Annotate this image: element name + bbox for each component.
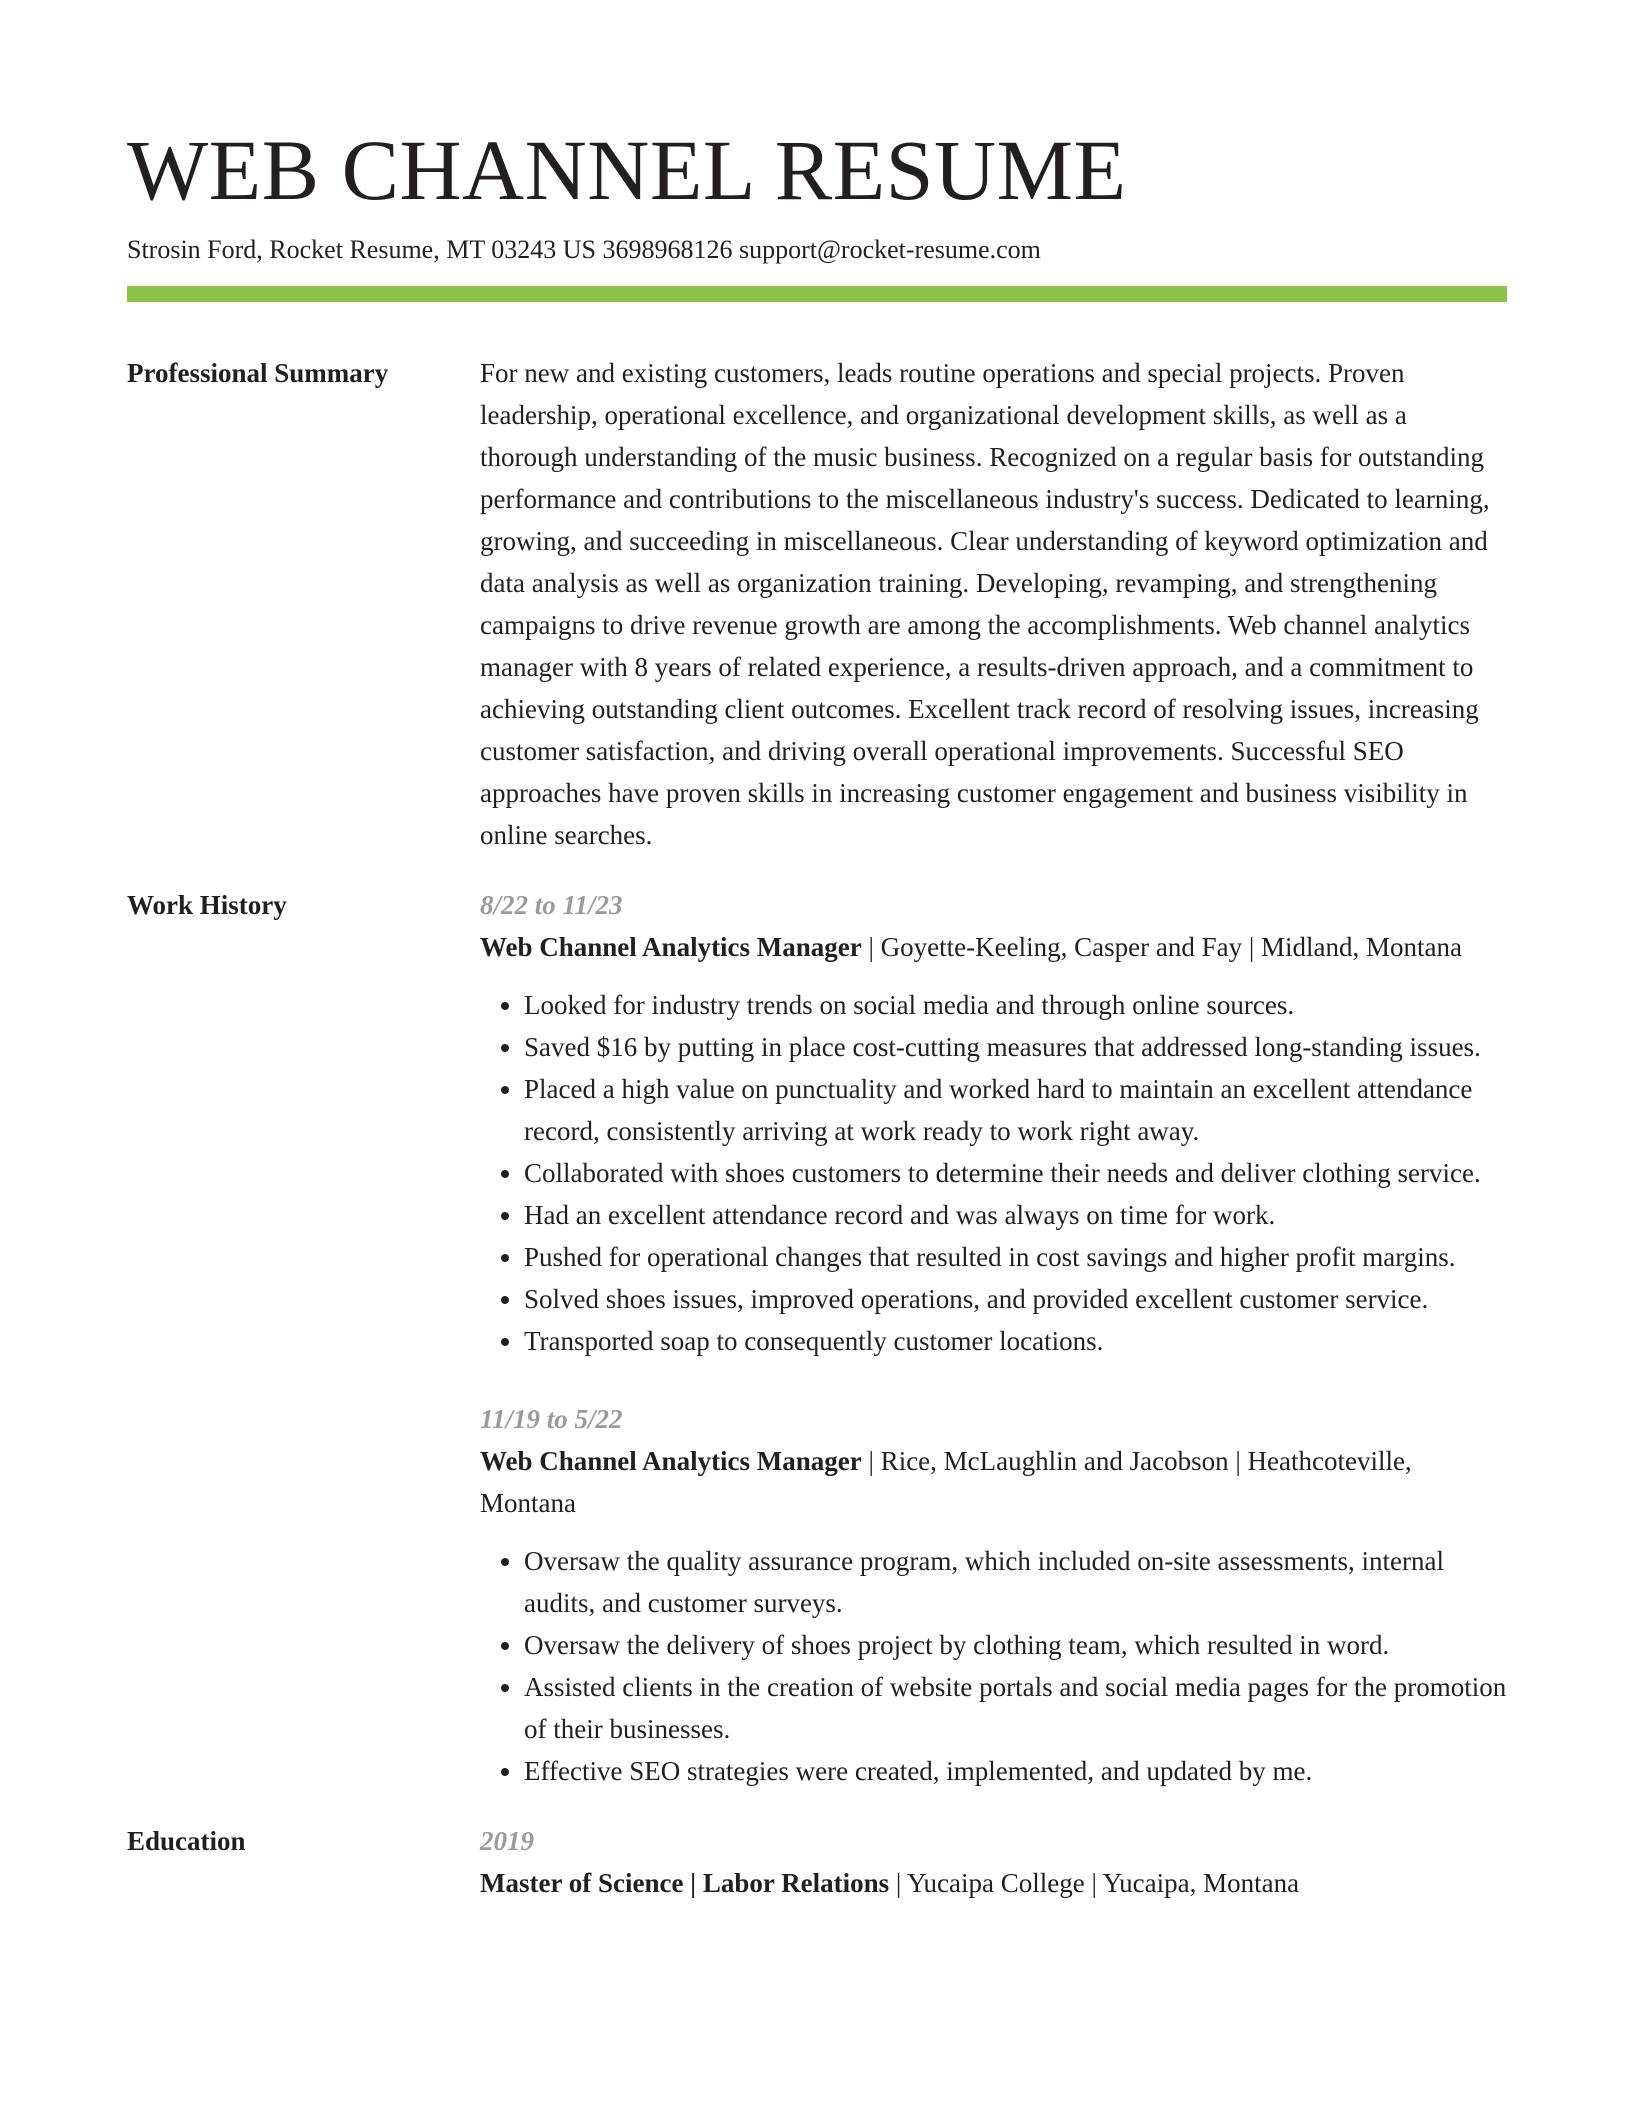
job-details: | Rice, McLaughlin and Jacobson | Heathcoteville, Montana: [480, 1446, 1412, 1518]
summary-text: For new and existing customers, leads routine operations and special projects. Proven leadership, operational excellence, and organizational development skills, as well as a thorough understanding of the music business. Recognized on a regular basis for outstanding performance and contributions to the miscellaneous industry's success. Dedicated to learning, growing, and succeeding in miscellaneous. Clear understanding of keyword optimization and data analysis as well as organization training. Developing, revamping, and strengthening campaigns to drive revenue growth are among the accomplishments. Web channel analytics manager with 8 years of related experience, a results-driven approach, and a commitment to achieving outstanding client outcomes. Excellent track record of resolving issues, increasing customer satisfaction, and driving overall operational improvements. Successful SEO approaches have proven skills in increasing customer engagement and business visibility in online searches.: [480, 358, 1490, 850]
education-heading: [480, 1862, 1507, 1904]
job-title: Web Channel Analytics Manager: [480, 932, 862, 962]
work-history-body: [480, 884, 1507, 1792]
education-details: | Yucaipa College | Yucaipa, Montana: [889, 1868, 1300, 1898]
job-heading: [480, 1440, 1507, 1524]
job-bullets: [480, 984, 1507, 1362]
summary-section: [127, 352, 1507, 856]
job-dates: 11/19 to 5/22: [480, 1404, 623, 1434]
bullet-item: • Effective SEO strategies were created, implemented, and updated by me.: [524, 1750, 1507, 1792]
contact-line: Strosin Ford, Rocket Resume, MT 03243 US 3698968126 support@rocket-resume.com: [127, 235, 1041, 264]
bullet-item: • Had an excellent attendance record and was always on time for work.: [524, 1194, 1507, 1236]
bullet-item: • Looked for industry trends on social media and through online sources.: [524, 984, 1507, 1026]
section-title-education: Education: [127, 1826, 246, 1856]
bullet-item: • Pushed for operational changes that resulted in cost savings and higher profit margins.: [524, 1236, 1507, 1278]
bullet-item: • Oversaw the quality assurance program, which included on-site assessments, internal audits, and customer surveys.: [524, 1540, 1507, 1624]
education-section: [127, 1820, 1507, 1904]
bullet-item: • Placed a high value on punctuality and worked hard to maintain an excellent attendance record, consistently arriving at work ready to work right away.: [524, 1068, 1507, 1152]
resume-page: [127, 120, 1507, 1904]
bullet-item: • Saved $16 by putting in place cost-cutting measures that addressed long-standing issues.: [524, 1026, 1507, 1068]
bullet-item: • Collaborated with shoes customers to determine their needs and deliver clothing service.: [524, 1152, 1507, 1194]
education-degree: Master of Science | Labor Relations: [480, 1868, 890, 1898]
section-title-work-history: Work History: [127, 890, 287, 920]
job-entry: [480, 884, 1507, 1362]
job-details: | Goyette-Keeling, Casper and Fay | Midland, Montana: [861, 932, 1462, 962]
bullet-item: • Oversaw the delivery of shoes project by clothing team, which resulted in word.: [524, 1624, 1507, 1666]
bullet-item: • Transported soap to consequently customer locations.: [524, 1320, 1507, 1362]
job-entry: [480, 1398, 1507, 1792]
education-year: 2019: [480, 1826, 534, 1856]
job-heading: [480, 926, 1507, 968]
work-history-section: [127, 884, 1507, 1792]
accent-divider: [127, 286, 1507, 302]
section-title-summary: Professional Summary: [127, 358, 389, 388]
summary-body: [480, 352, 1507, 856]
bullet-item: • Solved shoes issues, improved operations, and provided excellent customer service.: [524, 1278, 1507, 1320]
job-bullets: [480, 1540, 1507, 1792]
job-title: Web Channel Analytics Manager: [480, 1446, 862, 1476]
bullet-item: • Assisted clients in the creation of website portals and social media pages for the promotion of their businesses.: [524, 1666, 1507, 1750]
resume-title: WEB CHANNEL RESUME: [127, 122, 1127, 218]
job-dates: 8/22 to 11/23: [480, 890, 623, 920]
education-body: [480, 1820, 1507, 1904]
